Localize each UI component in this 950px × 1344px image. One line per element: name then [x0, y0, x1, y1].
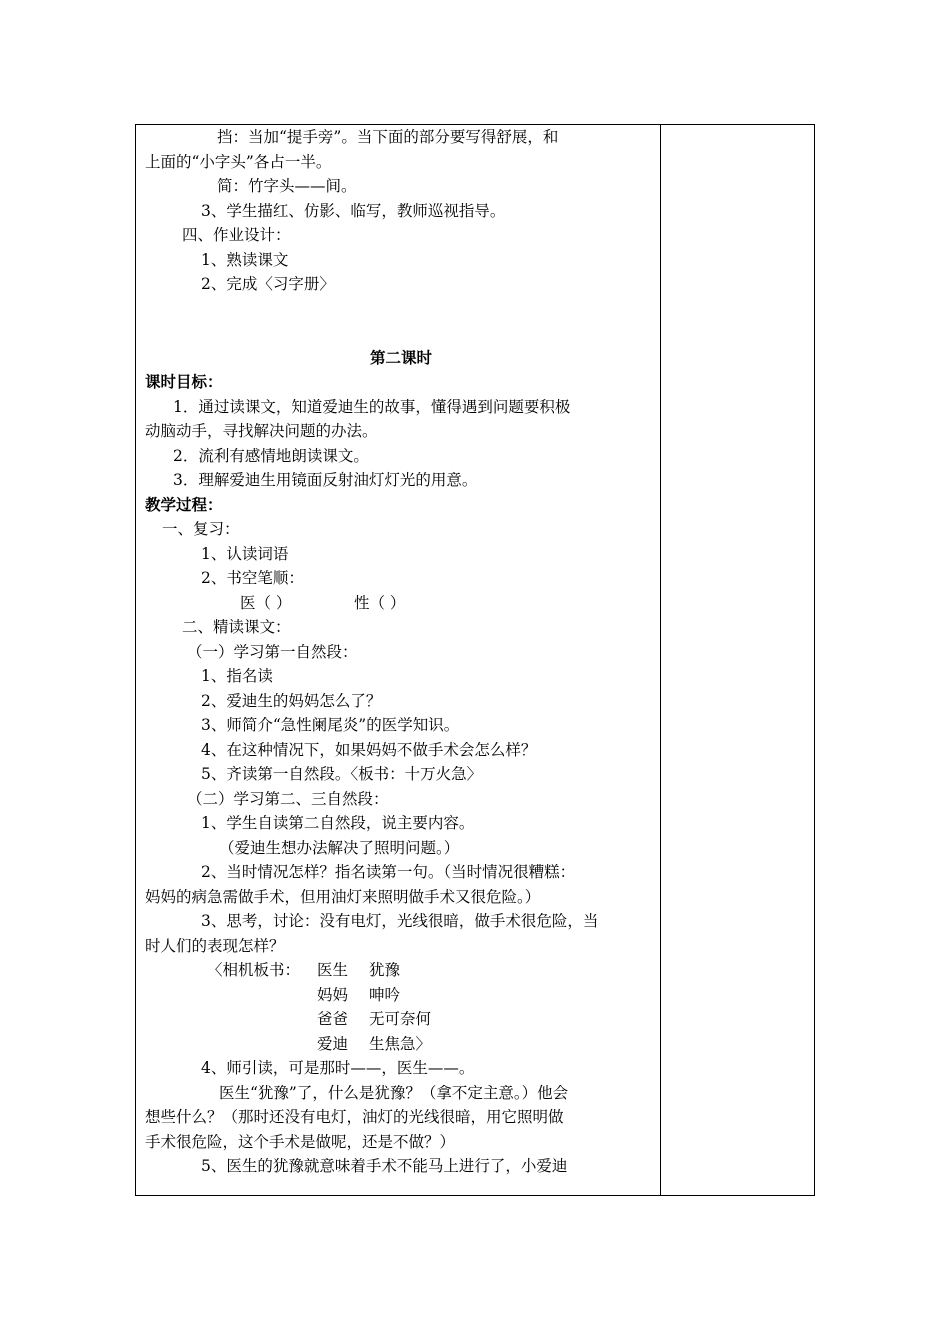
text-line: 2、当时情况怎样？指名读第一句。（当时情况很糟糕： [201, 863, 576, 881]
section-heading: 二、精读课文： [182, 618, 291, 636]
board-note-cell: 呻吟 [369, 985, 401, 1004]
board-note-label: 〈相机板书： [207, 961, 301, 979]
text-line: 时人们的表现怎样？ [145, 936, 285, 955]
blank-line [145, 321, 657, 346]
text-line: 2、书空笔顺： [201, 569, 304, 587]
text-line: 3、学生描红、仿影、临写，教师巡视指导。 [201, 201, 506, 220]
board-note-cell: 爱迪 [317, 1034, 349, 1053]
text-line: 上面的“小字头”各占一半。 [145, 152, 332, 171]
text-line: 手术很危险，这个手术是做呢，还是不做？） [145, 1132, 456, 1151]
process-heading: 教学过程： [145, 494, 223, 514]
blank-line [145, 297, 657, 322]
text-line: 4、在这种情况下，如果妈妈不做手术会怎么样？ [201, 740, 537, 759]
section-heading: 一、复习： [162, 520, 240, 538]
board-note-cell: 犹豫 [369, 961, 401, 979]
objectives-heading: 课时目标： [145, 372, 223, 391]
text-line: 3、师简介“急性阑尾炎”的医学知识。 [201, 716, 460, 734]
objective-item: 3．理解爱迪生用镜面反射油灯灯光的用意。 [173, 471, 478, 489]
board-note-cell: 医生 [317, 961, 349, 979]
lesson-content [145, 125, 657, 1179]
text-line: 妈妈的病急需做手术，但用油灯来照明做手术又很危险。） [145, 887, 541, 906]
text-line: 2、爱迪生的妈妈怎么了？ [201, 691, 382, 710]
stroke-order-item: 性（ ） [354, 593, 406, 612]
section-heading: 四、作业设计： [182, 226, 291, 244]
text-line: 1、熟读课文 [201, 250, 289, 269]
lesson-title: 第二课时 [369, 347, 432, 367]
text-line: 想些什么？（那时还没有电灯，油灯的光线很暗，用它照明做 [145, 1108, 564, 1126]
board-note-cell: 无可奈何 [369, 1010, 432, 1028]
board-note-cell: 爸爸 [317, 1010, 349, 1028]
text-line: 4、师引读，可是那时——，医生——。 [201, 1059, 475, 1077]
text-line: 1、认读词语 [201, 544, 289, 563]
subsection-heading: （一）学习第一自然段： [187, 642, 358, 661]
text-line: 简：竹字头——间。 [217, 177, 357, 195]
text-line: 1、指名读 [201, 667, 273, 685]
column-divider [660, 125, 661, 1195]
text-line: 1、学生自读第二自然段，说主要内容。 [201, 814, 475, 832]
objective-item: 1．通过读课文，知道爱迪生的故事，懂得遇到问题要积极 [173, 397, 571, 416]
subsection-heading: （二）学习第二、三自然段： [187, 789, 389, 808]
text-line: 5、齐读第一自然段。〈板书：十万火急〉 [201, 765, 483, 783]
objective-item: 2．流利有感情地朗读课文。 [173, 446, 369, 465]
text-line: 2、完成〈习字册〉 [201, 275, 335, 293]
board-note-cell: 妈妈 [317, 985, 349, 1004]
text-line: （爱迪生想办法解决了照明问题。） [219, 838, 460, 857]
lesson-table [135, 124, 815, 1196]
text-line: 医生“犹豫”了，什么是犹豫？（拿不定主意。）他会 [219, 1083, 569, 1102]
board-note-cell: 生焦急〉 [369, 1034, 432, 1053]
text-line: 挡：当加“提手旁”。当下面的部分要写得舒展，和 [217, 128, 559, 146]
text-line: 5、医生的犹豫就意味着手术不能马上进行了，小爱迪 [201, 1157, 568, 1175]
stroke-order-item: 医（ ） [240, 593, 292, 612]
text-line: 3、思考，讨论：没有电灯，光线很暗，做手术很危险，当 [201, 912, 599, 930]
text-line: 动脑动手，寻找解决问题的办法。 [145, 422, 378, 440]
